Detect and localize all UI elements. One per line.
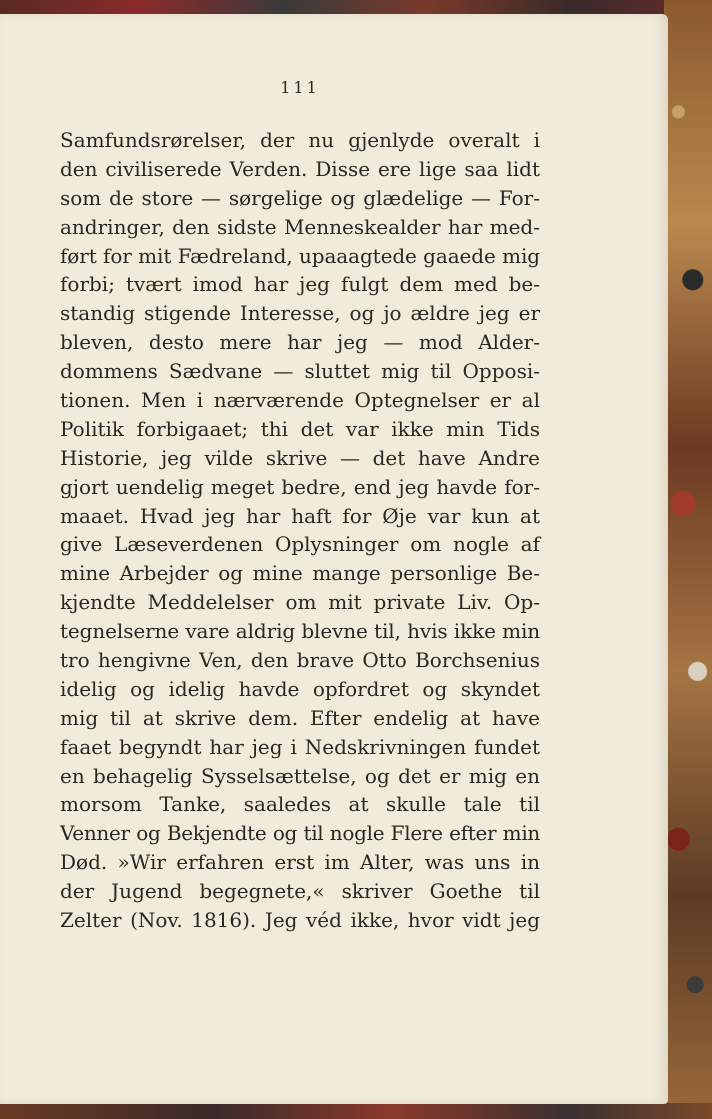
text-line: dommens Sædvane — sluttet mig til Opposi- bbox=[60, 359, 540, 384]
book-bottom-edge bbox=[0, 1103, 712, 1119]
text-line: den civiliserede Verden. Disse ere lige saa lidt bbox=[60, 156, 540, 181]
text-line: Politik forbigaaet; thi det var ikke min Tids bbox=[60, 416, 540, 441]
text-line: andringer, den sidste Menneskealder har med- bbox=[60, 214, 540, 239]
text-line: faaet begyndt har jeg i Nedskrivningen fundet bbox=[60, 734, 540, 759]
text-line: forbi; tvært imod har jeg fulgt dem med be- bbox=[60, 272, 540, 297]
text-line: Historie, jeg vilde skrive — det have Andre bbox=[60, 445, 540, 470]
text-line: Venner og Bekjendte og til nogle Flere efter min bbox=[60, 821, 540, 846]
text-line: en behagelig Sysselsættelse, og det er mig en bbox=[60, 763, 540, 788]
text-line: maaet. Hvad jeg har haft for Øje var kun at bbox=[60, 503, 540, 528]
text-line: tegnelserne vare aldrig blevne til, hvis ikke min bbox=[60, 619, 541, 644]
text-line: mig til at skrive dem. Efter endelig at have bbox=[60, 705, 540, 730]
text-line: idelig og idelig havde opfordret og skyndet bbox=[60, 676, 540, 701]
text-line: der Jugend begegnete,« skriver Goethe til bbox=[60, 879, 540, 904]
book-page bbox=[0, 14, 668, 1104]
marbled-cover-edge bbox=[664, 0, 712, 1119]
text-line: morsom Tanke, saaledes at skulle tale til bbox=[60, 792, 540, 817]
text-line: Samfundsrørelser, der nu gjenlyde overalt i bbox=[60, 128, 540, 152]
text-line: standig stigende Interesse, og jo ældre jeg er bbox=[60, 301, 540, 326]
page-number: 111 bbox=[280, 78, 320, 97]
text-line: bleven, desto mere har jeg — mod Alder- bbox=[60, 330, 540, 355]
text-line: gjort uendelig meget bedre, end jeg havde for- bbox=[60, 474, 540, 499]
text-line: Zelter (Nov. 1816). Jeg véd ikke, hvor vidt jeg bbox=[60, 908, 540, 933]
text-line: mine Arbejder og mine mange personlige Be- bbox=[60, 561, 540, 586]
body-text bbox=[60, 126, 540, 935]
text-line: ført for mit Fædreland, upaaagtede gaaede mig bbox=[60, 243, 540, 268]
text-line: Død. »Wir erfahren erst im Alter, was uns in bbox=[60, 850, 540, 875]
text-line: kjendte Meddelelser om mit private Liv. Op- bbox=[60, 590, 540, 615]
text-line: som de store — sørgelige og glædelige — For- bbox=[60, 185, 540, 210]
text-line: tionen. Men i nærværende Optegnelser er al bbox=[60, 388, 540, 413]
text-line: tro hengivne Ven, den brave Otto Borchsenius bbox=[60, 648, 540, 673]
text-line: give Læseverdenen Oplysninger om nogle af bbox=[60, 532, 540, 557]
